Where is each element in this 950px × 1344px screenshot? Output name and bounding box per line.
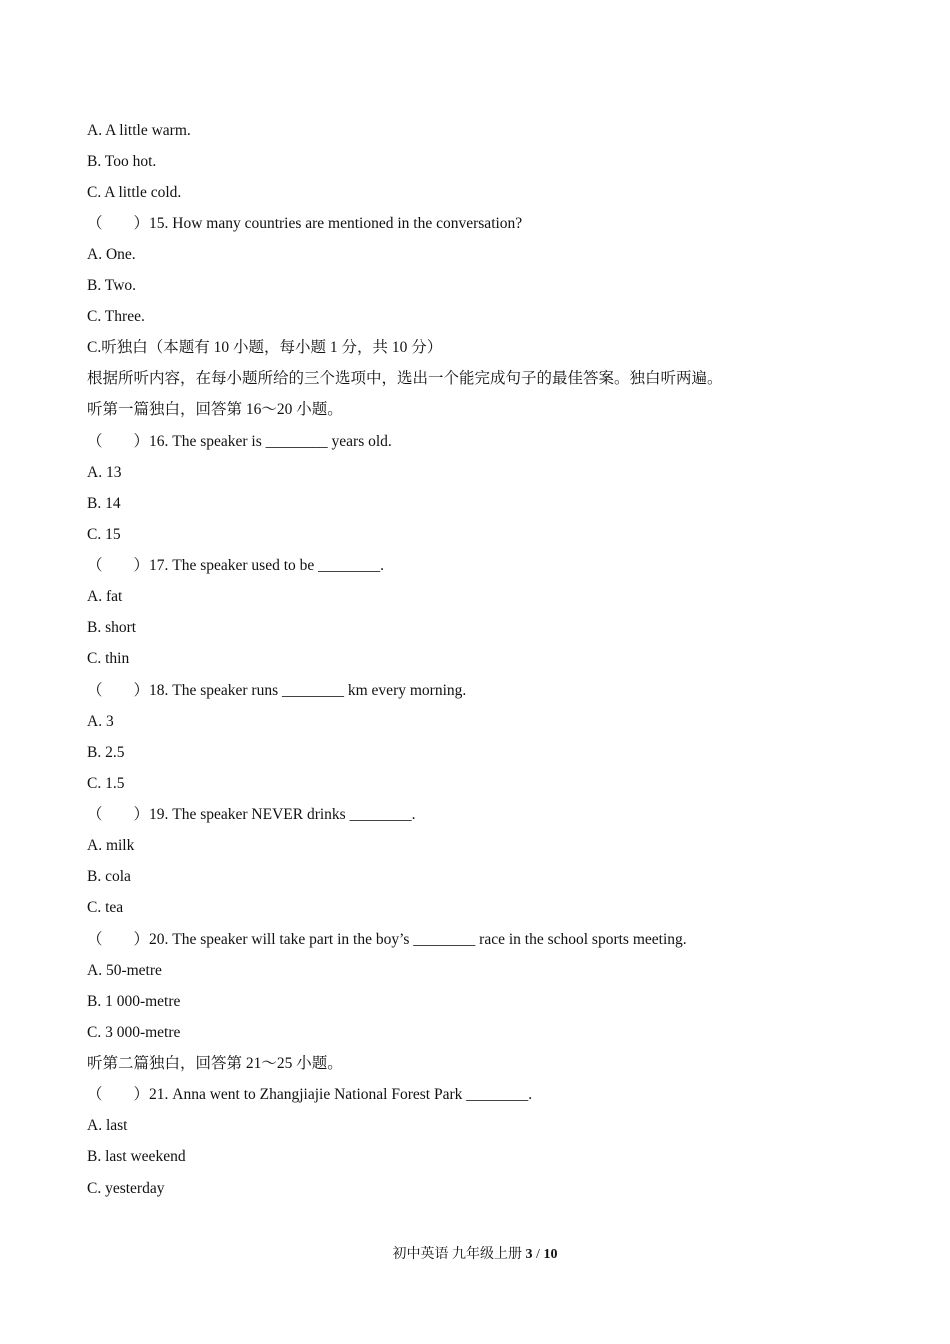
option-c-q14: C. A little cold. xyxy=(87,184,182,201)
option-a-q19: A. milk xyxy=(87,837,135,854)
option-a-q16: A. 13 xyxy=(87,464,122,481)
option-c-q21: C. yesterday xyxy=(87,1180,165,1197)
monologue-2-heading: 听第二篇独白，回答第 21～25 小题。 xyxy=(87,1055,343,1072)
question-18: （ ）18. The speaker runs ________ km every morning. xyxy=(87,682,467,699)
option-a-q21: A. last xyxy=(87,1117,128,1134)
option-c-q19: C. tea xyxy=(87,899,124,916)
option-c-q18: C. 1.5 xyxy=(87,775,125,792)
option-a-q15: A. One. xyxy=(87,246,136,263)
option-c-q16: C. 15 xyxy=(87,526,121,543)
option-c-q15: C. Three. xyxy=(87,308,145,325)
option-a-q20: A. 50-metre xyxy=(87,962,162,979)
option-c-q20: C. 3 000-metre xyxy=(87,1024,181,1041)
page-footer xyxy=(0,1246,950,1264)
option-b-q19: B. cola xyxy=(87,868,131,885)
section-heading: C.听独白（本题有 10 小题，每小题 1 分，共 10 分） xyxy=(87,339,443,356)
monologue-1-heading: 听第一篇独白，回答第 16～20 小题。 xyxy=(87,401,343,418)
question-20: （ ）20. The speaker will take part in the boy’s ________ race in the school sports meeting. xyxy=(87,931,687,948)
option-b-q17: B. short xyxy=(87,619,137,636)
section-instructions: 根据所听内容，在每小题所给的三个选项中，选出一个能完成句子的最佳答案。独白听两遍。 xyxy=(87,370,723,387)
option-a-q18: A. 3 xyxy=(87,713,114,730)
question-21: （ ）21. Anna went to Zhangjiajie National Forest Park ________. xyxy=(87,1086,533,1103)
option-a-q17: A. fat xyxy=(87,588,123,605)
question-16: （ ）16. The speaker is ________ years old. xyxy=(87,433,392,450)
question-19: （ ）19. The speaker NEVER drinks ________. xyxy=(87,806,416,823)
question-15: （ ）15. How many countries are mentioned in the conversation? xyxy=(87,215,523,232)
footer-page-total: 10 xyxy=(543,1247,558,1262)
footer-title: 初中英语 九年级上册 xyxy=(392,1247,523,1262)
option-b-q16: B. 14 xyxy=(87,495,121,512)
option-b-q21: B. last weekend xyxy=(87,1148,186,1165)
option-b-q20: B. 1 000-metre xyxy=(87,993,181,1010)
option-b-q15: B. Two. xyxy=(87,277,137,294)
option-b-q18: B. 2.5 xyxy=(87,744,125,761)
question-17: （ ）17. The speaker used to be ________. xyxy=(87,557,385,574)
option-a-q14: A. A little warm. xyxy=(87,122,191,139)
option-c-q17: C. thin xyxy=(87,650,130,667)
footer-page-number: 3 xyxy=(525,1247,533,1262)
footer-separator: / xyxy=(536,1247,540,1262)
option-b-q14: B. Too hot. xyxy=(87,153,157,170)
